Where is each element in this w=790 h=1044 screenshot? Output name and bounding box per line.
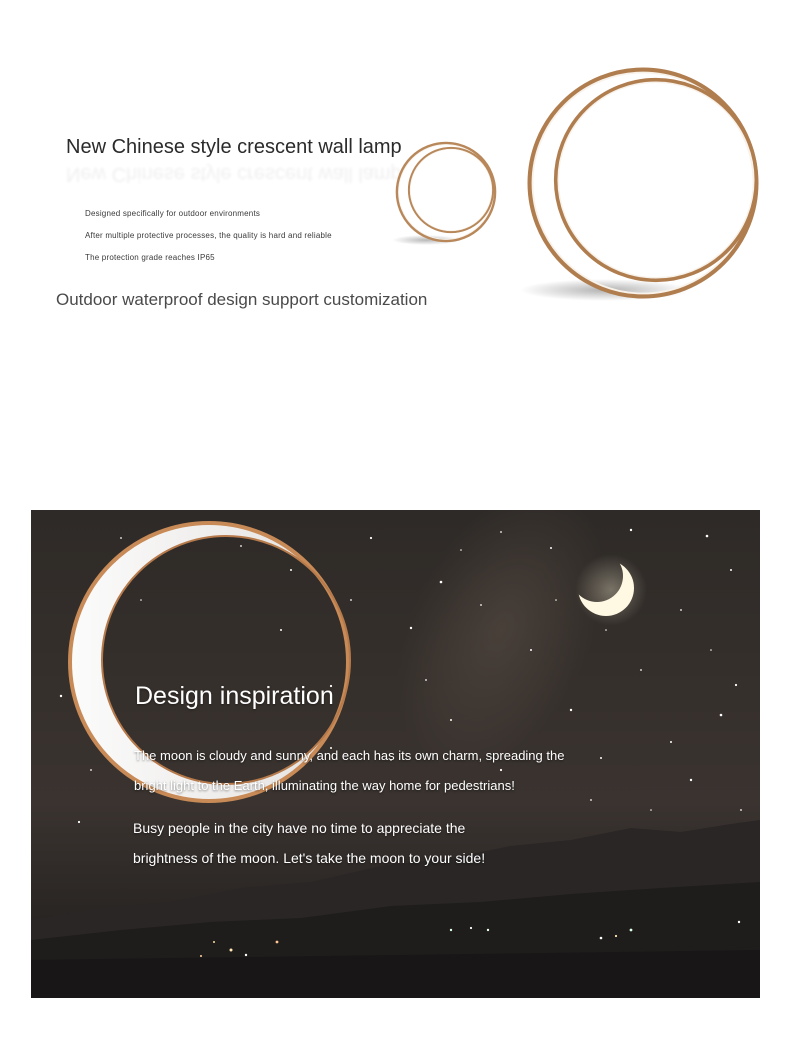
story-text: The moon is cloudy and sunny, and each has its own charm, spreading the bbox=[134, 748, 565, 763]
crescent-ring-lamp-icon bbox=[388, 138, 508, 253]
feature-text: Designed specifically for outdoor environments bbox=[85, 209, 261, 218]
section-title: Design inspiration bbox=[135, 682, 334, 710]
feature-text: The protection grade reaches IP65 bbox=[85, 253, 215, 262]
feature-text: After multiple protective processes, the quality is hard and reliable bbox=[85, 231, 332, 240]
product-title-reflection: New Chinese style crescent wall lamp bbox=[66, 163, 402, 185]
crescent-ring-lamp-icon bbox=[515, 60, 770, 315]
story-text: brightness of the moon. Let's take the moon to your side! bbox=[133, 850, 486, 866]
product-panel bbox=[0, 0, 790, 470]
night-scene-panel bbox=[31, 510, 760, 998]
product-title: New Chinese style crescent wall lamp bbox=[66, 136, 402, 158]
story-text: Busy people in the city have no time to appreciate the bbox=[133, 820, 466, 836]
product-subtitle: Outdoor waterproof design support customization bbox=[56, 290, 428, 309]
story-text: bright light to the Earth, illuminating the way home for pedestrians! bbox=[134, 778, 515, 793]
